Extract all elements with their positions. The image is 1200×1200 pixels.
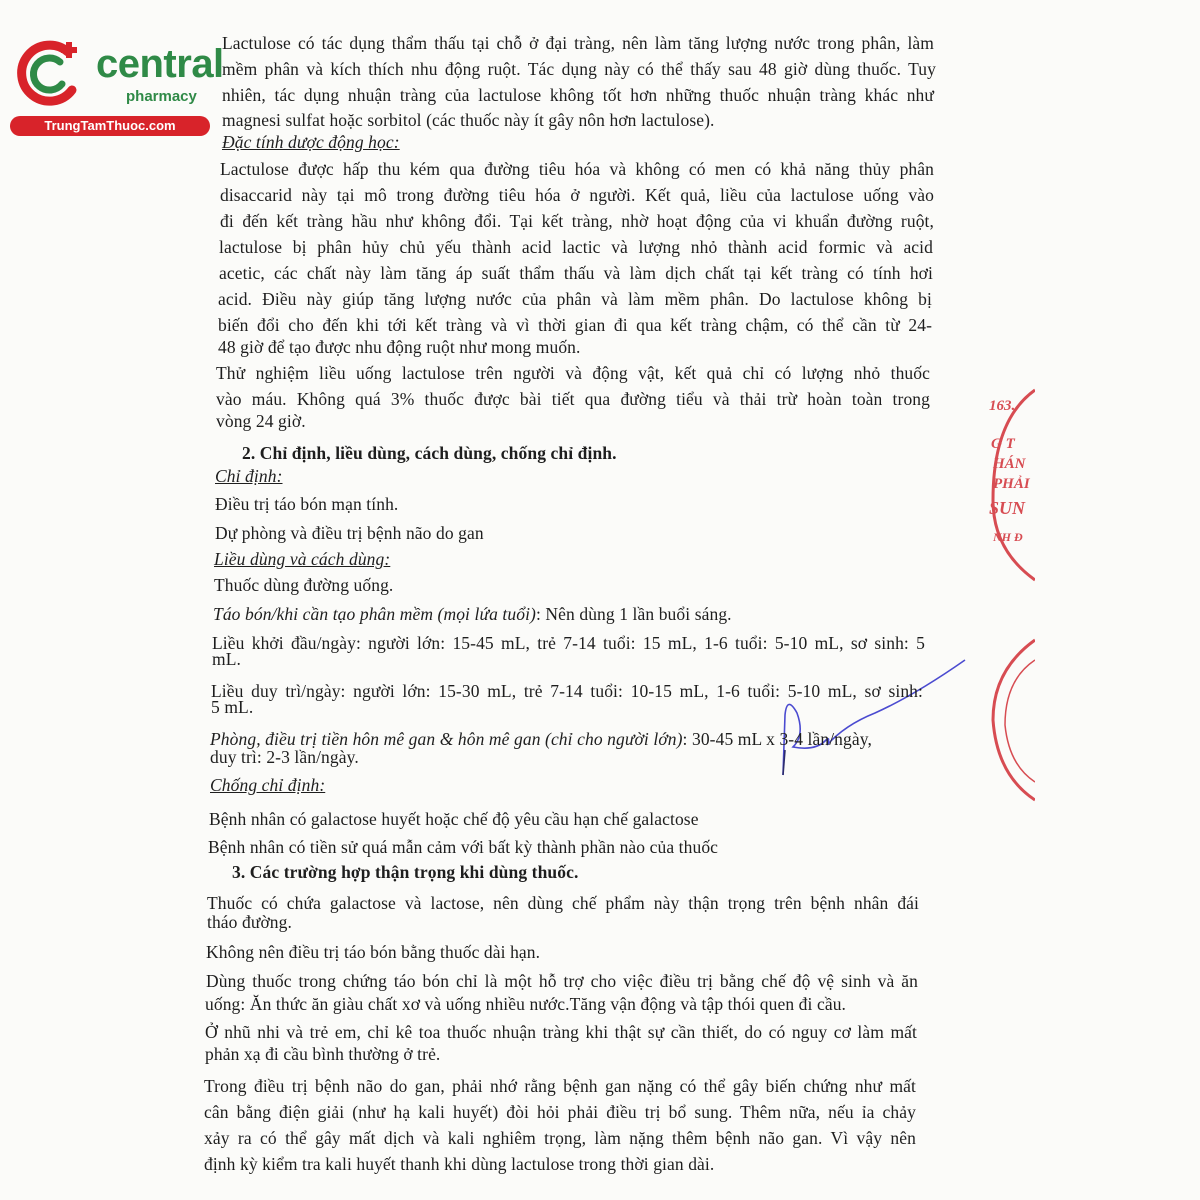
text-line: Không nên điều trị táo bón bằng thuốc dài hạn. bbox=[206, 942, 541, 962]
text-line: Thuốc dùng đường uống. bbox=[214, 575, 394, 595]
section-subheading: Liều dùng và cách dùng: bbox=[214, 549, 391, 569]
text-line: acid. Điều này giúp tăng lượng nước của phân và làm mềm phân. Do lactulose không bị bbox=[218, 289, 932, 309]
text-line: phản xạ đi cầu bình thường ở trẻ. bbox=[205, 1044, 441, 1064]
logo-name: central bbox=[96, 42, 224, 86]
stamp-fragment: NH Đ bbox=[993, 530, 1023, 544]
text-line: Dùng thuốc trong chứng táo bón chỉ là một hỗ trợ cho việc điều trị bằng chế độ vệ sinh và ăn bbox=[206, 971, 918, 991]
company-stamp bbox=[975, 380, 1035, 820]
dosage-label: Táo bón/khi cần tạo phân mềm (mọi lứa tuổi) bbox=[213, 604, 536, 624]
stamp-fragment: SUN bbox=[989, 498, 1026, 518]
text-line: vòng 24 giờ. bbox=[216, 411, 306, 431]
stamp-fragment: 163. bbox=[989, 398, 1016, 414]
signature-mark bbox=[775, 655, 975, 785]
text-line: Ở nhũ nhi và trẻ em, chỉ kê toa thuốc nhuận tràng khi thật sự cần thiết, do có nguy cơ làm mất bbox=[205, 1022, 917, 1042]
text-line: Bệnh nhân có galactose huyết hoặc chế độ yêu cầu hạn chế galactose bbox=[209, 809, 699, 829]
text-line: mềm phân và kích thích nhu động ruột. Tác dụng này có thể thấy sau 48 giờ dùng thuốc. Tuy bbox=[222, 59, 936, 79]
text-line: Bệnh nhân có tiền sử quá mẫn cảm với bất kỳ thành phần nào của thuốc bbox=[208, 837, 719, 857]
stamp-fragment: PHẢI bbox=[993, 476, 1030, 492]
text-line: duy trì: 2-3 lần/ngày. bbox=[210, 747, 359, 767]
pharmacy-logo-icon bbox=[10, 38, 90, 108]
text-line: Liều duy trì/ngày: người lớn: 15-30 mL, trẻ 7-14 tuổi: 10-15 mL, 1-6 tuổi: 5-10 mL, sơ sinh: bbox=[211, 681, 923, 701]
text-line: 5 mL. bbox=[211, 697, 254, 717]
text-line: Lactulose có tác dụng thẩm thấu tại chỗ ở đại tràng, nên làm tăng lượng nước trong phân, làm bbox=[222, 33, 934, 53]
stamp-fragment: G T bbox=[991, 436, 1015, 452]
central-pharmacy-logo[interactable] bbox=[10, 36, 224, 136]
dosage-value: : 30-45 mL x 3-4 lần/ngày, bbox=[682, 729, 872, 749]
text-line: Thử nghiệm liều uống lactulose trên người và động vật, kết quả chỉ có lượng nhỏ thuốc bbox=[216, 363, 930, 383]
text-line: lactulose bị phân hủy chủ yếu thành acid lactic và lượng nhỏ thành acid formic và acid bbox=[219, 237, 933, 257]
dosage-value: : Nên dùng 1 lần buổi sáng. bbox=[535, 604, 732, 624]
text-line: mL. bbox=[212, 649, 241, 669]
text-line: vào máu. Không quá 3% thuốc được bài tiết qua đường tiểu và thải trừ hoàn toàn trong bbox=[216, 389, 930, 409]
section-subheading: Chỉ định: bbox=[215, 466, 283, 486]
text-line: định kỳ kiểm tra kali huyết thanh khi dùng lactulose trong thời gian dài. bbox=[204, 1154, 715, 1174]
section-heading: 2. Chỉ định, liều dùng, cách dùng, chống chỉ định. bbox=[242, 443, 617, 463]
text-line: Lactulose được hấp thu kém qua đường tiêu hóa và không có men có khả năng thủy phân bbox=[220, 159, 934, 179]
text-line: đi đến kết tràng hầu như không đổi. Tại kết tràng, nhờ hoạt động của vi khuẩn đường ruột, bbox=[220, 211, 934, 231]
dosage-label: Phòng, điều trị tiền hôn mê gan & hôn mê gan (chỉ cho người lớn) bbox=[210, 729, 683, 749]
text-line: cân bằng điện giải (như hạ kali huyết) đòi hỏi phải điều trị bổ sung. Thêm nữa, nếu ỉa chảy bbox=[204, 1102, 916, 1122]
text-line: Liều khởi đầu/ngày: người lớn: 15-45 mL, trẻ 7-14 tuổi: 15 mL, 1-6 tuổi: 5-10 mL, sơ sinh: 5 bbox=[212, 633, 925, 653]
text-line: Trong điều trị bệnh não do gan, phải nhớ rằng bệnh gan nặng có thể gây biến chứng như mất bbox=[204, 1076, 916, 1096]
text-line bbox=[213, 603, 732, 625]
text-line: xảy ra có thể gây mất dịch và kali nghiêm trọng, làm nặng thêm bệnh não gan. Vì vậy nên bbox=[204, 1128, 916, 1148]
logo-subtitle: pharmacy bbox=[126, 88, 197, 105]
text-line: tháo đường. bbox=[207, 912, 292, 932]
text-line: Điều trị táo bón mạn tính. bbox=[215, 494, 399, 514]
section-subheading: Đặc tính dược động học: bbox=[222, 132, 400, 152]
text-line: nhiên, tác dụng nhuận tràng của lactulose không tốt hơn những thuốc nhuận tràng khác như bbox=[222, 85, 934, 105]
text-line: 48 giờ để tạo được nhu động ruột như mong muốn. bbox=[218, 337, 581, 357]
text-line: acetic, các chất này làm tăng áp suất thẩm thấu và làm dịch chất tại kết tràng có tính hơi bbox=[219, 263, 933, 283]
stamp-fragment: HÁN bbox=[993, 456, 1026, 472]
text-line: biến đổi cho đến khi tới kết tràng và vì thời gian đi qua kết tràng chậm, có thể cần từ 24- bbox=[218, 315, 932, 335]
text-line: Thuốc có chứa galactose và lactose, nên dùng chế phẩm này thận trọng trên bệnh nhân đái bbox=[207, 893, 919, 913]
section-heading: 3. Các trường hợp thận trọng khi dùng thuốc. bbox=[232, 862, 579, 882]
section-subheading: Chống chỉ định: bbox=[210, 775, 326, 795]
text-line: magnesi sulfat hoặc sorbitol (các thuốc này ít gây nôn hơn lactulose). bbox=[222, 110, 715, 130]
text-line: uống: Ăn thức ăn giàu chất xơ và uống nhiều nước.Tăng vận động và tập thói quen đi cầu. bbox=[205, 994, 847, 1014]
logo-url[interactable]: TrungTamThuoc.com bbox=[10, 116, 210, 136]
text-line: disaccarid này tại mô trong đường tiêu hóa ở người. Kết quả, liều của lactulose uống vào bbox=[220, 185, 934, 205]
text-line: Dự phòng và điều trị bệnh não do gan bbox=[215, 523, 484, 543]
